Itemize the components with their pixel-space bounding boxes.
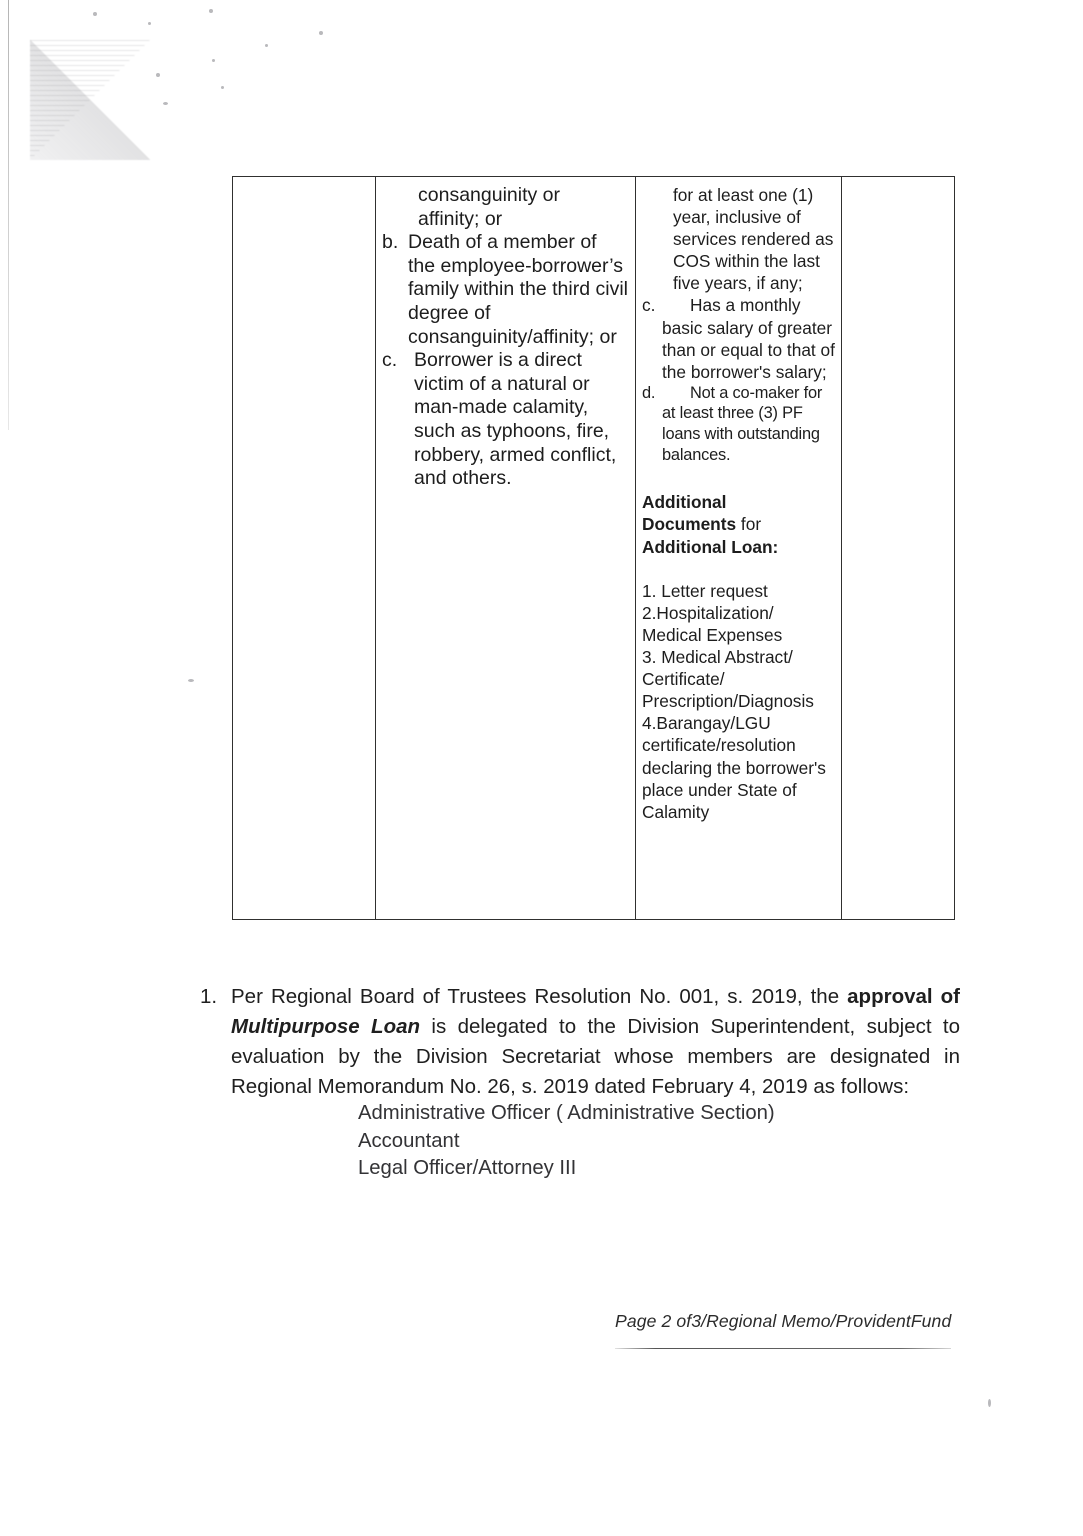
scan-speck (212, 59, 215, 62)
requirements-body (642, 184, 835, 823)
designated-members-list (358, 1100, 775, 1183)
scan-speck (988, 1399, 991, 1407)
criteria-item-c (382, 349, 629, 491)
criteria-item-b-marker: b. (382, 231, 399, 254)
additional-document-item: 2.Hospitalization/ Medical Expenses (642, 602, 783, 646)
criteria-item-b-text: Death of a member of the employee-borrower’s family within the third civil degree of consanguinity/affinity; or (408, 231, 628, 348)
requirement-item-c (642, 294, 835, 382)
additional-document-item: 3. Medical Abstract/ Certificate/ Prescription/Diagnosis (642, 647, 814, 712)
paragraph-part-2: is delegated to the Division Superintendent, subject to evaluation by the Division Secretariat whose members are designated in Regional Memorandum No. 26, s. 2019 dated February 4, 2019 as follows: (231, 1015, 960, 1098)
additional-documents-heading-bold-1: Additional (642, 492, 727, 513)
criteria-item-c-marker: c. (382, 349, 398, 372)
scan-speck (265, 44, 268, 47)
scan-speck (148, 22, 151, 25)
folded-corner-artifact (30, 40, 150, 160)
paragraph-part-1: Per Regional Board of Trustees Resolution No. 001, s. 2019, the (231, 985, 848, 1008)
additional-documents-heading-plain: for (736, 514, 762, 535)
scan-speck (209, 9, 213, 13)
additional-documents-heading (642, 491, 835, 558)
additional-document-item: 1. Letter request (642, 580, 768, 601)
requirements-continuation-text: for at least one (1) year, inclusive of services rendered as COS within the last five years, if any; (673, 185, 834, 294)
paragraph-bold-italic-1: Multipurpose Loan (231, 1015, 421, 1038)
scan-speck (156, 73, 160, 77)
numbered-paragraph (200, 982, 960, 1102)
paragraph-number: 1. (200, 985, 218, 1008)
requirement-item-d (642, 383, 835, 465)
requirements-table (232, 176, 955, 920)
requirement-item-d-value: Not a co-maker for at least three (3) PF loans with outstanding balances. (662, 383, 823, 464)
scan-edge-line (8, 0, 9, 430)
page-footer-label: Page 2 of3/Regional Memo/ProvidentFund (615, 1311, 952, 1331)
scan-speck (221, 86, 224, 89)
scan-speck (93, 12, 97, 16)
scan-speck (163, 102, 168, 105)
criteria-continuation-line-1: consanguinity or (418, 184, 561, 206)
table-column-4 (842, 177, 954, 919)
additional-documents-list (642, 580, 835, 823)
criteria-item-b (382, 231, 629, 349)
officer-item: Accountant (358, 1129, 460, 1152)
requirement-item-c-marker: c. (642, 295, 656, 316)
paragraph-bold-1: approval of (847, 985, 960, 1008)
requirement-item-d-marker: d. (642, 383, 656, 402)
table-column-3-requirements (636, 177, 842, 919)
scan-speck (188, 679, 194, 682)
additional-documents-heading-bold-3: Additional Loan: (642, 536, 779, 557)
criteria-continuation-line-2: affinity; or (418, 207, 503, 230)
requirement-item-d-text (662, 383, 835, 465)
additional-documents-heading-bold-2: Documents (642, 514, 737, 535)
criteria-body (382, 184, 629, 491)
table-column-1 (233, 177, 376, 919)
page-footer (615, 1311, 955, 1349)
scan-speck (319, 31, 323, 35)
additional-document-item: 4.Barangay/LGU certificate/resolution declaring the borrower's place under State of Calamity (642, 713, 826, 822)
requirement-item-c-text (662, 294, 835, 382)
criteria-item-c-text: Borrower is a direct victim of a natural or man-made calamity, such as typhoons, fire, robbery, armed conflict, and others. (414, 349, 617, 490)
requirement-item-c-value: Has a monthly basic salary of greater than or equal to that of the borrower's salary; (662, 295, 835, 382)
officer-item: Legal Officer/Attorney III (358, 1157, 577, 1179)
officer-item: Administrative Officer ( Administrative Section) (358, 1102, 775, 1124)
table-column-2-criteria (376, 177, 636, 919)
paragraph-text (231, 982, 960, 1102)
footer-divider (615, 1348, 951, 1349)
